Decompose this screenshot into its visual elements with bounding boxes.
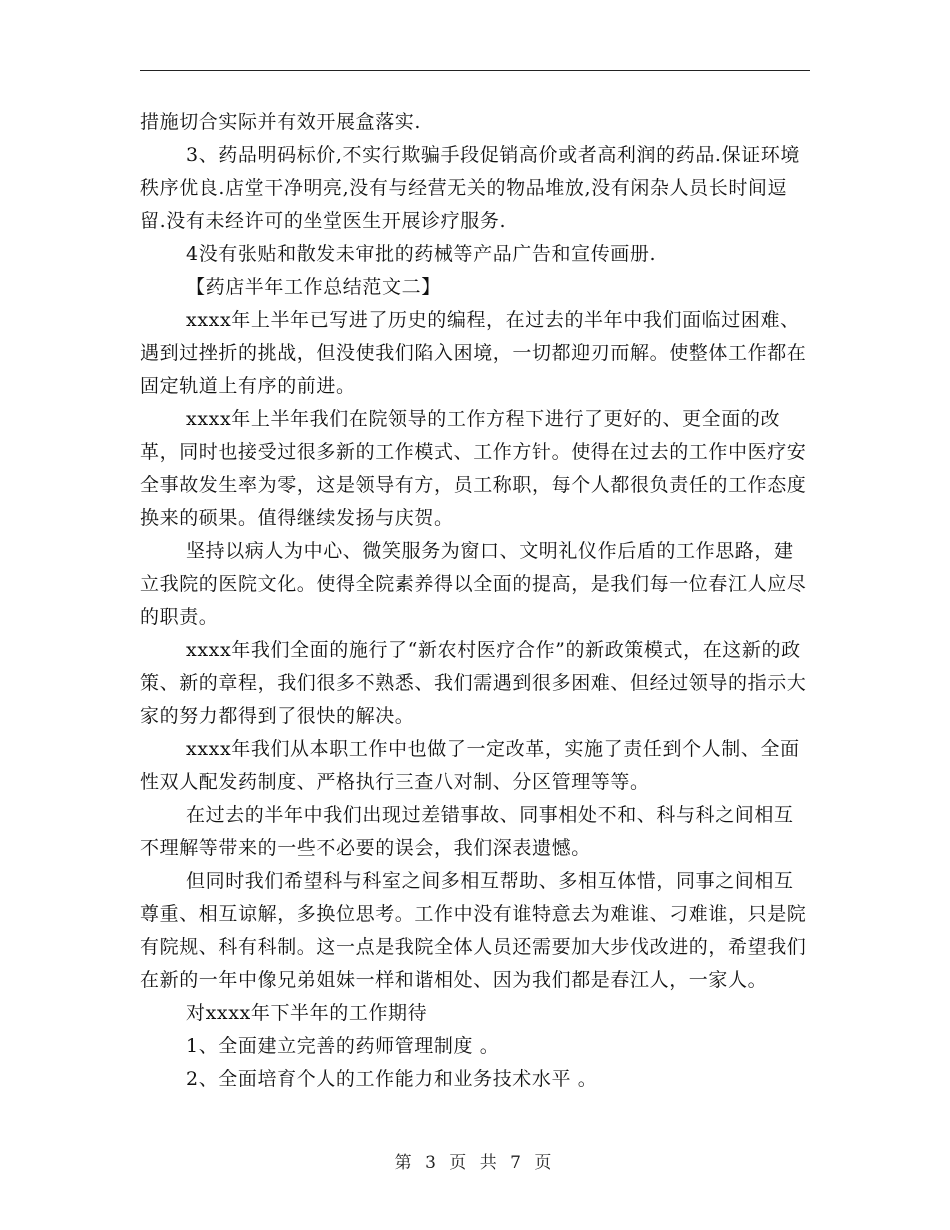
document-body <box>140 106 812 1096</box>
paragraph: xxxx年上半年我们在院领导的工作方程下进行了更好的、更全面的改革，同时也接受过很多新的工作模式、工作方针。使得在过去的工作中医疗安全事故发生率为零，这是领导有方，员工称职，每个人都很负责任的工作态度换来的硕果。值得继续发扬与庆贺。 <box>140 408 807 529</box>
paragraph: 但同时我们希望科与科室之间多相互帮助、多相互体惜，同事之间相互尊重、相互谅解，多换位思考。工作中没有谁特意去为难谁、刁难谁，只是院有院规、科有科制。这一点是我院全体人员还需要加大步伐改进的，希望我们在新的一年中像兄弟姐妹一样和谐相处、因为我们都是春江人，一家人。 <box>140 870 807 991</box>
paragraph: 对xxxx年下半年的工作期待 <box>186 1002 428 1024</box>
paragraph: xxxx年我们全面的施行了“新农村医疗合作”的新政策模式，在这新的政策、新的章程，我们很多不熟悉、我们需遇到很多困难、但经过领导的指示大家的努力都得到了很快的解决。 <box>140 639 807 727</box>
page-number: 第 3 页 共 7 页 <box>394 1153 556 1173</box>
paragraph: 3、药品明码标价,不实行欺骗手段促销高价或者高利润的药品.保证环境秩序优良.店堂干净明亮,没有与经营无关的物品堆放,没有闲杂人员长时间逗留.没有未经许可的坐堂医生开展诊疗服务. <box>140 144 800 232</box>
list-item: 2、全面培育个人的工作能力和业务技术水平 。 <box>186 1068 598 1090</box>
paragraph: 措施切合实际并有效开展盒落实. <box>140 111 422 133</box>
list-item: 1、全面建立完善的药师管理制度 。 <box>186 1035 500 1057</box>
paragraph: xxxx年我们从本职工作中也做了一定改革，实施了责任到个人制、全面性双人配发药制度、严格执行三查八对制、分区管理等等。 <box>140 738 800 793</box>
section-heading: 【药店半年工作总结范文二】 <box>186 276 441 298</box>
paragraph: 在过去的半年中我们出现过差错事故、同事相处不和、科与科之间相互不理解等带来的一些不必要的误会，我们深表遗憾。 <box>140 804 794 859</box>
header-rule <box>140 70 810 71</box>
paragraph: 坚持以病人为中心、微笑服务为窗口、文明礼仪作后盾的工作思路，建立我院的医院文化。使得全院素养得以全面的提高，是我们每一位春江人应尽的职责。 <box>140 540 807 628</box>
paragraph: 4没有张贴和散发未审批的药械等产品广告和宣传画册. <box>186 243 657 265</box>
paragraph: xxxx年上半年已写进了历史的编程，在过去的半年中我们面临过困难、遇到过挫折的挑战，但没使我们陷入困境，一切都迎刃而解。使整体工作都在固定轨道上有序的前进。 <box>140 309 807 397</box>
